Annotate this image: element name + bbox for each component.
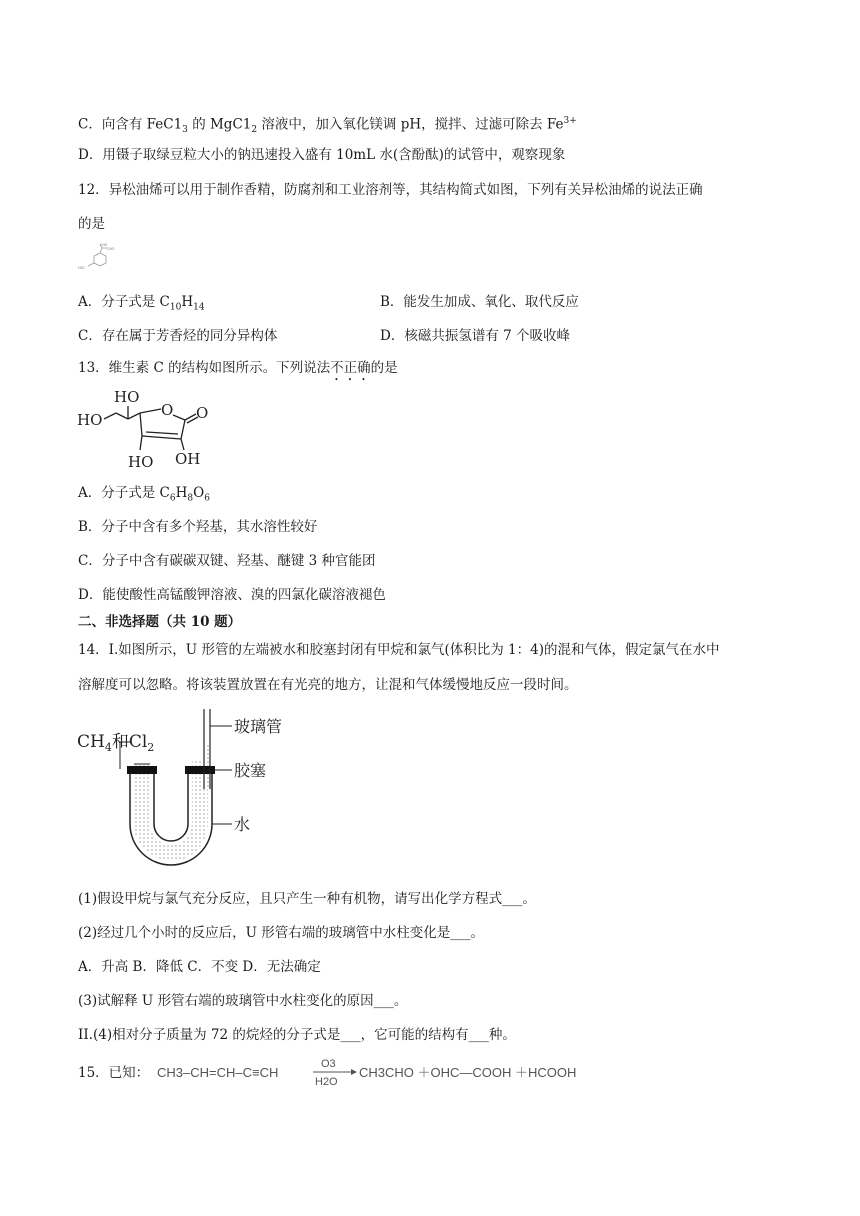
q15-reaction-equation xyxy=(155,1054,615,1088)
q15-stem: 15．已知： xyxy=(78,1065,150,1081)
q14-sub3: (3)试解释 U 形管右端的玻璃管中水柱变化的原因___。 xyxy=(78,993,408,1009)
section-2-title: 二、非选择题（共 10 题） xyxy=(78,614,242,630)
q13-label-oh-bottom: OH xyxy=(175,450,201,468)
q14-label-water: 水 xyxy=(234,815,251,834)
q13-option-a: A．分子式是 $C_6H_8O_6$ xyxy=(78,485,210,504)
q12-label-ch3-right: CH3 xyxy=(107,247,115,251)
q12-option-a: A．分子式是 $C_{10}H_{14}$ xyxy=(78,294,205,313)
q12-stem-line2: 的是 xyxy=(78,216,105,232)
q12-option-c: C．存在属于芳香烃的同分异构体 xyxy=(78,328,278,344)
q15-reactant: CH3–CH=CH–C≡CH xyxy=(157,1065,279,1080)
q14-stem-line1: 14．I.如图所示，U 形管的左端被水和胶塞封闭有甲烷和氯气(体积比为 1：4)的混和气体，假定氯气在水中 xyxy=(78,642,720,658)
q12-label-h3c: H3C xyxy=(78,266,86,270)
q13-vitamin-c-structure xyxy=(74,384,224,474)
q11-option-d: D．用镊子取绿豆粒大小的钠迅速投入盛有 10mL 水(含酚酞)的试管中，观察现象 xyxy=(78,147,566,163)
q15-products: CH3CHO ＋OHC—COOH ＋HCOOH xyxy=(359,1065,577,1080)
q14-sub4: II.(4)相对分子质量为 72 的烷烃的分子式是___，它可能的结构有___种。 xyxy=(78,1027,516,1043)
q15-arrow-top: O3 xyxy=(321,1058,336,1070)
q14-sub1: (1)假设甲烷与氯气充分反应，且只产生一种有机物，请写出化学方程式___。 xyxy=(78,891,536,907)
q14-label-glass-tube: 玻璃管 xyxy=(234,717,283,736)
q13-label-o-carbonyl: O xyxy=(196,404,209,422)
q11-option-c: C．向含有 $FeC1_3$ 的 $MgC1_2$ 溶液中，加入氧化镁调 pH，搅拌、过滤可除去 $Fe^{3+}$ xyxy=(78,116,577,136)
q13-label-ho-bottom: HO xyxy=(128,453,154,471)
q12-option-d: D．核磁共振氢谱有 7 个吸收峰 xyxy=(380,328,570,344)
q13-label-ho-left: HO xyxy=(77,411,103,429)
q13-emphasis: 不正确 xyxy=(330,360,371,376)
q13-option-b: B．分子中含有多个羟基，其水溶性较好 xyxy=(78,519,318,535)
q12-structure-diagram xyxy=(74,242,124,278)
q14-label-stopper: 胶塞 xyxy=(234,761,267,780)
q12-stem-line1: 12．异松油烯可以用于制作香精，防腐剂和工业溶剂等，其结构简式如图，下列有关异松油烯的说法正确 xyxy=(78,182,703,198)
q14-sub2: (2)经过几个小时的反应后，U 形管右端的玻璃管中水柱变化是___。 xyxy=(78,925,485,941)
q13-option-c: C．分子中含有碳碳双键、羟基、醚键 3 种官能团 xyxy=(78,553,376,569)
q12-label-ch3-top: CH3 xyxy=(100,243,108,247)
q13-label-ho-top: HO xyxy=(114,388,140,406)
q12-option-b: B．能发生加成、氧化、取代反应 xyxy=(380,294,579,310)
q14-stem-line2: 溶解度可以忽略。将该装置放置在有光亮的地方，让混和气体缓慢地反应一段时间。 xyxy=(78,677,578,693)
q14-label-gas: $CH_4$和$Cl_2$ xyxy=(77,732,155,754)
q13-label-o-ring: O xyxy=(161,401,174,419)
q13-stem: 13．维生素 C 的结构如图所示。下列说法不正确的是 xyxy=(78,360,398,376)
q14-u-tube-figure xyxy=(74,704,304,874)
q13-option-d: D．能使酸性高锰酸钾溶液、溴的四氯化碳溶液褪色 xyxy=(78,587,386,603)
q14-sub2-options: A．升高 B．降低 C．不变 D．无法确定 xyxy=(78,959,321,975)
q15-arrow-bottom: H2O xyxy=(315,1076,338,1088)
